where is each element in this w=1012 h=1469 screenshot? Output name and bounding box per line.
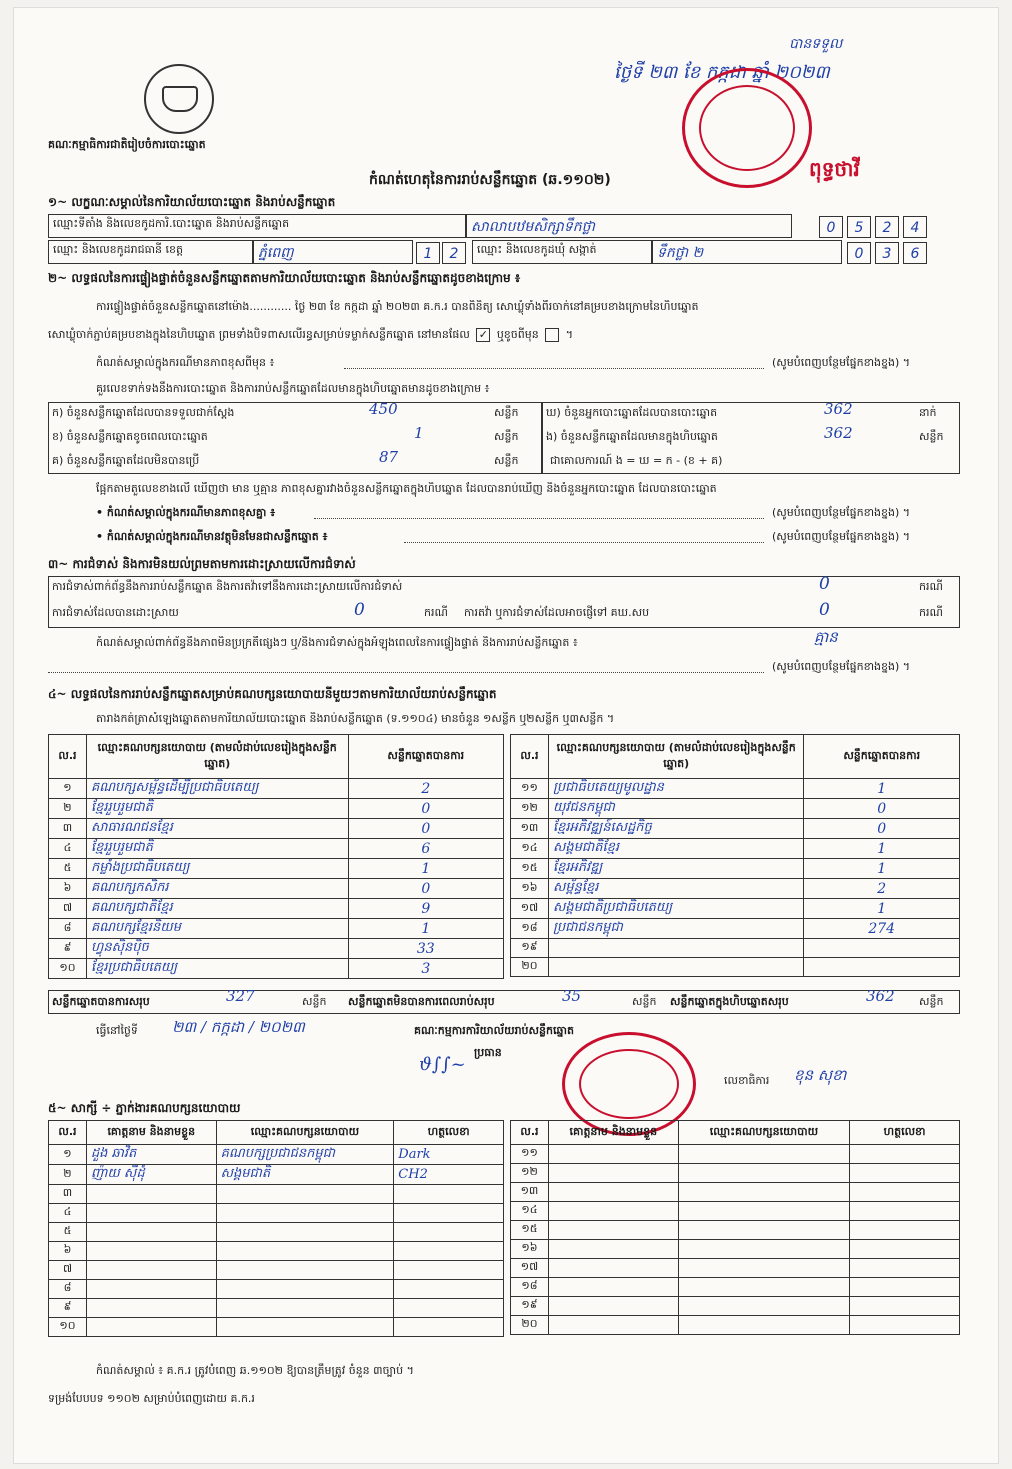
table-row: [511, 1145, 960, 1164]
commune-code-digit: 0: [847, 242, 871, 264]
table-row: [511, 1240, 960, 1259]
col-votes: សន្លឹកឆ្នោតបានការ: [348, 735, 503, 779]
province-code-digit: 2: [442, 242, 466, 264]
witness-party: [216, 1299, 394, 1318]
table-row: [49, 879, 504, 899]
row-no: ៤: [49, 1204, 87, 1223]
witness-party: [678, 1183, 850, 1202]
row-no: ១៦: [511, 1240, 549, 1259]
party-name: គណបក្សខ្មែរនិយម: [86, 919, 348, 939]
table-row: [511, 1297, 960, 1316]
table-row: [49, 899, 504, 919]
witness-signature: [394, 1261, 504, 1280]
vote-count: 0: [804, 799, 960, 819]
party-name: ប្រជាជនកម្ពុជា: [548, 919, 804, 939]
witness-name: [548, 1164, 678, 1183]
count-a-value: 450: [369, 400, 398, 418]
witness-signature: [394, 1299, 504, 1318]
witness-signature: [850, 1278, 960, 1297]
witness-name: [548, 1259, 678, 1278]
witness-party: [216, 1261, 394, 1280]
table-row: [49, 1318, 504, 1337]
row-no: ៣: [49, 1185, 87, 1204]
vote-count: 0: [348, 879, 503, 899]
party-name: គណបក្សជាតិខ្មែរ: [86, 899, 348, 919]
count-a-label: ក) ចំនួនសន្លឹកឆ្នោតដែលបានទទួលជាក់ស្តែង: [52, 406, 235, 419]
section2-note-label: កំណត់សម្គាល់ក្នុងករណីមានភាពខុសពីមុន ៖: [96, 356, 275, 369]
row-no: ១៣: [511, 819, 549, 839]
col-no: ល.រ: [511, 1121, 549, 1145]
section2-para1: ការផ្ទៀងផ្ទាត់ចំនួនសន្លឹកឆ្នោតនៅម៉ោង............ ថ្ងៃ ២៣ ខែ កក្កដា ឆ្នាំ ២០២៣ គ.ក.រ បានពិនិត្យ សោឃ្លុំទាំងពីរចាក់នៅគម្របខាងក្រោមនៃហិបឆ្នោត: [96, 300, 699, 313]
vote-count: [804, 939, 960, 958]
footer-note: កំណត់សម្គាល់ ៖ គ.ក.រ ត្រូវបំពេញ ឆ.១១០២ ឱ្យបានត្រឹមត្រូវ ចំនួន ៣ច្បាប់ ។: [96, 1364, 414, 1377]
row-no: ១: [49, 1145, 87, 1165]
witness-table-right: [510, 1120, 960, 1335]
party-name: សង្គមជាតិខ្មែរ: [548, 839, 804, 859]
location-code-digit: 0: [819, 216, 843, 238]
party-name: ហ្វុនស៊ិនប៉ិច: [86, 939, 348, 959]
table-row: [49, 1185, 504, 1204]
table-row: [49, 779, 504, 799]
row-no: ១៨: [511, 919, 549, 939]
case-unit: ករណី: [919, 606, 943, 619]
witness-name: [548, 1278, 678, 1297]
row-no: ៥: [49, 1223, 87, 1242]
col-sign: ហត្ថលេខា: [394, 1121, 504, 1145]
row-no: ១០: [49, 959, 87, 979]
witness-name: [548, 1316, 678, 1335]
table-row: [49, 919, 504, 939]
complaint-r2b-value: 0: [819, 600, 830, 620]
total-invalid-label: សន្លឹកឆ្នោតមិនបានការពេលរាប់សរុប: [348, 995, 495, 1008]
witness-name: [86, 1223, 216, 1242]
row-no: ៨: [49, 919, 87, 939]
irregularity-note: កំណត់សម្គាល់ពាក់ព័ន្ធនឹងភាពមិនប្រក្រតីផ្សេងៗ ឬ/និងការជំទាស់ក្នុងអំឡុងពេលនៃការផ្ទៀងផ្ទាត់ និងការរាប់សន្លឹកឆ្នោត ៖: [96, 636, 578, 649]
vote-count: 2: [348, 779, 503, 799]
unit-label: សន្លឹក: [919, 430, 944, 443]
col-name: គោត្តនាម និងនាមខ្លួន: [548, 1121, 678, 1145]
witness-signature: [850, 1164, 960, 1183]
unit-label: សន្លឹក: [919, 995, 944, 1008]
location-code-digit: 4: [903, 216, 927, 238]
vote-count: 0: [804, 819, 960, 839]
unit-label: សន្លឹក: [632, 995, 657, 1008]
witness-party: [678, 1278, 850, 1297]
row-no: ៩: [49, 939, 87, 959]
date-value: ២៣ / កក្កដា / ២០២៣: [172, 1018, 305, 1036]
witness-name: [548, 1202, 678, 1221]
witness-name: [86, 1242, 216, 1261]
province-code-digit: 1: [416, 242, 440, 264]
row-no: ៣: [49, 819, 87, 839]
row-no: ២: [49, 1165, 87, 1185]
col-no: ល.រ: [49, 1121, 87, 1145]
witness-signature: [394, 1318, 504, 1337]
unit-label: សន្លឹក: [494, 430, 519, 443]
vote-count: 1: [348, 859, 503, 879]
witness-signature: [850, 1183, 960, 1202]
results-table-right: [510, 734, 960, 977]
table-row: [511, 1221, 960, 1240]
irregularity-value: គ្មាន: [814, 628, 838, 646]
col-party: ឈ្មោះគណបក្សនយោបាយ (តាមលំដាប់លេខរៀងក្នុងសន្លឹកឆ្នោត): [86, 735, 348, 779]
witness-name: [548, 1145, 678, 1164]
vote-count: 33: [348, 939, 503, 959]
section4-intro: តារាងកត់ត្រាសំឡេងឆ្នោតតាមការិយាល័យបោះឆ្នោត និងរាប់សន្លឹកឆ្នោត (ទ.១១០៤) មានចំនួន ១សន្លឹក ឬ២សន្លឹក ឬ៣សន្លឹក ។: [96, 712, 615, 725]
party-name: ប្រជាធិបតេយ្យមូលដ្ឋាន: [548, 779, 804, 799]
row-no: ២០: [511, 1316, 549, 1335]
damaged-checkbox[interactable]: [545, 328, 559, 342]
chair-label: ប្រធាន: [474, 1046, 502, 1059]
nec-logo-icon: [144, 64, 214, 134]
witness-name: [86, 1280, 216, 1299]
vote-count: 3: [348, 959, 503, 979]
party-name: គណបក្សកសិករ: [86, 879, 348, 899]
table-row: [49, 1299, 504, 1318]
total-invalid-value: 35: [562, 987, 582, 1005]
received-label: បានទទួល: [789, 36, 843, 52]
discrepancy-line: ផ្អែកតាមតួលេខខាងលើ ឃើញថា មាន ឬគ្មាន ភាពខុសគ្នារវាងចំនួនសន្លឹកឆ្នោតក្នុងហិបឆ្នោត ដែលបានរាប់ឃើញ និងចំនួនអ្នកបោះឆ្នោត ដែលបានបោះឆ្នោត: [96, 482, 717, 495]
row-no: ១០: [49, 1318, 87, 1337]
witness-name: [86, 1299, 216, 1318]
date-label: ធ្វើនៅថ្ងៃទី: [96, 1024, 138, 1037]
row-no: ១៨: [511, 1278, 549, 1297]
table-row: [511, 1164, 960, 1183]
dotted-line: [344, 368, 764, 369]
witness-name: [86, 1318, 216, 1337]
col-no: ល.រ: [49, 735, 87, 779]
row-no: ២: [49, 799, 87, 819]
foreign-object-note: • កំណត់សម្គាល់ក្នុងករណីមានវត្ថុមិនមែនជាសន្លឹកឆ្នោត ៖: [96, 530, 328, 543]
damaged-label: ឬខូចពីមុន: [496, 328, 539, 341]
witness-party: [216, 1185, 394, 1204]
case-unit: ករណី: [424, 606, 448, 619]
table-row: [49, 1242, 504, 1261]
vote-count: 0: [348, 819, 503, 839]
vote-count: 2: [804, 879, 960, 899]
section2-title: ២~ លទ្ធផលនៃការផ្ទៀងផ្ទាត់ចំនួនសន្លឹកឆ្នោតតាមការិយាល័យបោះឆ្នោត និងរាប់សន្លឹកឆ្នោតដូចខាងក្រោម ៖: [48, 271, 521, 285]
section1-title: ១~ លក្ខណៈសម្គាល់នៃការិយាល័យបោះឆ្នោត និងរាប់សន្លឹកឆ្នោត: [48, 195, 336, 209]
row-no: ១២: [511, 1164, 549, 1183]
party-name: ខ្មែរប្រជាធិបតេយ្យ: [86, 959, 348, 979]
table-row: [49, 959, 504, 979]
witness-signature: [394, 1280, 504, 1299]
row-no: ១៥: [511, 859, 549, 879]
vote-count: [804, 958, 960, 977]
witness-signature: Dark: [394, 1145, 504, 1165]
witness-name: [548, 1297, 678, 1316]
table-row: [511, 1278, 960, 1297]
section5-title: ៥~ សាក្សី ÷ ភ្នាក់ងារគណបក្សនយោបាយ: [48, 1101, 241, 1115]
party-name: ខ្មែរអភិវឌ្ឍ: [548, 859, 804, 879]
commune-value: ទឹកថ្លា ២: [652, 240, 842, 264]
party-name: ខ្មែររួបរួមជាតិ: [86, 799, 348, 819]
table-row: [49, 819, 504, 839]
row-no: ១២: [511, 799, 549, 819]
party-name: [548, 939, 804, 958]
row-no: ១៦: [511, 879, 549, 899]
table-row: [511, 939, 960, 958]
row-no: ១៩: [511, 939, 549, 958]
witness-party: [678, 1297, 850, 1316]
total-valid-value: 327: [226, 987, 255, 1005]
row-no: ១៩: [511, 1297, 549, 1316]
witness-signature: [394, 1185, 504, 1204]
location-label: ឈ្មោះទីតាំង និងលេខកូដការិ.បោះឆ្នោត និងរាប់សន្លឹកឆ្នោត: [48, 214, 466, 238]
location-value: សាលាបឋមសិក្សាទឹកថ្លា: [466, 214, 792, 238]
received-note: ថ្ងៃទី ២៣ ខែ កក្កដា ឆ្នាំ ២០២៣: [614, 62, 830, 83]
table-row: [511, 1202, 960, 1221]
form-sheet: គណៈកម្មាធិការជាតិរៀបចំការបោះឆ្នោត កំណត់ហេតុនៃការរាប់សន្លឹកឆ្នោត (ឆ.១១០២) ថ្ងៃទី ២៣ ខែ កក្កដា ឆ្នាំ ២០២៣ បានទទួល ពុទ្ធថាវី ១~ លក្ខណៈសម្គាល់នៃការិយាល័យបោះឆ្នោត និងរាប់សន្លឹកឆ្នោត ឈ្មោះទីតាំង និងលេខកូដការិ.បោះឆ្នោត និងរាប់សន្លឹកឆ្នោត សាលាបឋមសិក្សាទឹកថ្លា 0 5 2 4 ឈ្មោះ និងលេខកូដរាជធានី ខេត្ត ភ្នំពេញ 1 2 ឈ្មោះ និងលេខកូដឃុំ សង្កាត់ ទឹកថ្លា ២ 0 3 6 ២~ លទ្ធផលនៃការផ្ទៀងផ្ទាត់ចំនួនសន្លឹកឆ្នោតតាមការិយាល័យបោះឆ្នោត និងរាប់សន្លឹកឆ្នោតដូចខាងក្រោម ៖ ការផ្ទៀងផ្ទាត់ចំនួនសន្លឹកឆ្នោតនៅម៉ោង............ ថ្ងៃ ២៣ ខែ កក្កដា ឆ្នាំ ២០២៣ គ.ក.រ បានពិនិត្យ សោឃ្លុំទាំងពីរចាក់នៅគម្របខាងក្រោមនៃហិបឆ្នោត សោឃ្លុំចាក់ភ្ជាប់គម្របខាងក្នុងនៃហិបឆ្នោត ព្រមទាំងបិទពាសលើរន្ធសម្រាប់ទម្លាក់សន្លឹកឆ្នោត នៅមានផែល ✓ ឬខូចពីមុន ។ កំណត់សម្គាល់ក្នុងករណីមានភាពខុសពីមុន ៖ (សូមបំពេញបន្ថែមផ្នែកខាងខ្នង) ។ គួរលេខទាក់ទងនឹងការបោះឆ្នោត និងការរាប់សន្លឹកឆ្នោតដែលមានក្នុងហិបឆ្នោតមានដូចខាងក្រោម ៖ ក) ចំនួនសន្លឹកឆ្នោតដែលបានទទួលជាក់ស្តែង 450 សន្លឹក ខ) ចំនួនសន្លឹកឆ្នោតខូចពេលបោះឆ្នោត 1 សន្លឹក គ) ចំនួនសន្លឹកឆ្នោតដែលមិនបានប្រើ 87 សន្លឹក ឃ) ចំនួនអ្នកបោះឆ្នោតដែលបានបោះឆ្នោត 362 នាក់ ង) ចំនួនសន្លឹកឆ្នោតដែលមានក្នុងហិបឆ្នោត 362 សន្លឹក ជាគោលការណ៍ ង = ឃ = ក - (ខ + គ) ផ្អែកតាមតួលេខខាងលើ ឃើញថា មាន ឬគ្មាន ភាពខុសគ្នារវាងចំនួនសន្លឹកឆ្នោតក្នុងហិបឆ្នោត ដែលបានរាប់ឃើញ និងចំនួនអ្នកបោះឆ្នោត ដែលបានបោះឆ្នោត • កំណត់សម្គាល់ក្នុងករណីមានភាពខុសគ្នា ៖ (សូមបំពេញបន្ថែមផ្នែកខាងខ្នង) ។ • កំណត់សម្គាល់ក្នុងករណីមានវត្ថុមិនមែនជាសន្លឹកឆ្នោត ៖ (សូមបំពេញបន្ថែមផ្នែកខាងខ្នង) ។ ៣~ ការជំទាស់ និងការមិនយល់ព្រមតាមការដោះស្រាយលើការជំទាស់ ការជំទាស់ពាក់ព័ន្ធនឹងការរាប់សន្លឹកឆ្នោត និងការតវ៉ាទៅនឹងការដោះស្រាយលើការជំទាស់ 0 ករណី ការជំទាស់ដែលបានដោះស្រាយ 0 ករណី ការតវ៉ា ឬការជំទាស់ដែលអាចផ្ញើទៅ គឃ.សប 0 ករណី កំណត់សម្គាល់ពាក់ព័ន្ធនឹងភាពមិនប្រក្រតីផ្សេងៗ ឬ/និងការជំទាស់ក្នុងអំឡុងពេលនៃការផ្ទៀងផ្ទាត់ និងការរាប់សន្លឹកឆ្នោត ៖ គ្មាន (សូមបំពេញបន្ថែមផ្នែកខាងខ្នង) ។ ៤~ លទ្ធផលនៃការរាប់សន្លឹកឆ្នោតសម្រាប់គណបក្សនយោបាយនីមួយៗតាមការិយាល័យរាប់សន្លឹកឆ្នោត តារាងកត់ត្រាសំឡេងឆ្នោតតាមការិយាល័យបោះឆ្នោត និងរាប់សន្លឹកឆ្នោត (ទ.១១០៤) មានចំនួន ១សន្លឹក ឬ២សន្លឹក ឬ៣សន្លឹក ។ ល.រ ឈ្មោះគណបក្សនយោបាយ (តាមលំដាប់លេខរៀងក្នុងសន្លឹកឆ្នោត) សន្លឹកឆ្នោតបានការ ១ គណបក្សសម្ព័ន្ធដើម្បីប្រជាធិបតេយ្យ 2 ២ ខ្មែររួបរួមជាតិ 0 ៣ សាធារណជនខ្មែរ 0 ៤ ខ្មែររួបរួមជាតិ 6 ៥ កម្លាំងប្រជាធិបតេយ្យ 1 ៦ គណបក្សកសិករ 0 ៧ គណបក្សជាតិខ្មែរ 9 ៨ គណបក្សខ្មែរនិយម 1 ៩ ហ្វុនស៊ិនប៉ិច 33 ១០ ខ្មែរប្រជាធិបតេយ្យ 3 ល.រ ឈ្មោះគណបក្សនយោបាយ (តាមលំដាប់លេខរៀងក្នុងសន្លឹកឆ្នោត) សន្លឹកឆ្នោតបានការ ១១ ប្រជាធិបតេយ្យមូលដ្ឋាន 1 ១២ យុវជនកម្ពុជា 0 ១៣ ខ្មែរអភិវឌ្ឍន៍សេដ្ឋកិច្ច 0 ១៤ សង្គមជាតិខ្មែរ 1 ១៥ ខ្មែរអភិវឌ្ឍ 1 ១៦ សម្ព័ន្ធខ្មែរ 2 ១៧ សង្គមជាតិប្រជាធិបតេយ្យ 1 ១៨ ប្រជាជនកម្ពុជា 274 ១៩ ២០ សន្លឹកឆ្នោតបានការសរុប 327 សន្លឹក សន្លឹកឆ្នោតមិនបានការពេលរាប់សរុប 35 សន្លឹក សន្លឹកឆ្នោតក្នុងហិបឆ្នោតសរុប 362 សន្លឹក ធ្វើនៅថ្ងៃទី ២៣ / កក្កដា / ២០២៣ គណៈកម្មការការិយាល័យរាប់សន្លឹកឆ្នោត ប្រធាន ϑ∫∫~ លេខាធិការ ខុន សុខា ៥~ សាក្សី ÷ ភ្នាក់ងារគណបក្សនយោបាយ ល.រ គោត្តនាម និងនាមខ្លួន ឈ្មោះគណបក្សនយោបាយ ហត្ថលេខា ១ ដួង ឆាវិត គណបក្សប្រជាជនកម្ពុជា Dark ២ ញ៉ាយ ស៊ីដុំ សង្គមជាតិ CH2 ៣ ៤ ៥ ៦ ៧ ៨ ៩ ១០ ល.រ គោត្តនាម និងនាមខ្លួន ឈ្មោះគណបក្សនយោបាយ ហត្ថលេខា ១១ ១២ ១៣ ១៤ ១៥ ១៦ ១៧ ១៨ ១៩ ២០ កំណត់សម្គាល់ ៖ គ.ក.រ ត្រូវបំពេញ ឆ.១១០២ ឱ្យបានត្រឹមត្រូវ ចំនួន ៣ច្បាប់ ។ ទម្រង់បែបបទ ១១០២ សម្រាប់បំពេញដោយ គ.ក.រ: [14, 8, 998, 1463]
location-code-digit: 5: [847, 216, 871, 238]
party-name: យុវជនកម្ពុជា: [548, 799, 804, 819]
vote-count: 1: [804, 859, 960, 879]
vote-count: 0: [348, 799, 503, 819]
table-row: [511, 879, 960, 899]
witness-signature: [850, 1259, 960, 1278]
table-row: [49, 1223, 504, 1242]
row-no: ១១: [511, 1145, 549, 1164]
witness-party: [678, 1240, 850, 1259]
table-row: [511, 1183, 960, 1202]
complaint-r1-label: ការជំទាស់ពាក់ព័ន្ធនឹងការរាប់សន្លឹកឆ្នោត និងការតវ៉ាទៅនឹងការដោះស្រាយលើការជំទាស់: [52, 580, 403, 593]
party-name: សង្គមជាតិប្រជាធិបតេយ្យ: [548, 899, 804, 919]
col-party: ឈ្មោះគណបក្សនយោបាយ: [678, 1121, 850, 1145]
table-row: [511, 899, 960, 919]
table-row: [511, 799, 960, 819]
complaint-r1-value: 0: [819, 574, 830, 594]
party-name: សាធារណជនខ្មែរ: [86, 819, 348, 839]
table-row: [49, 1145, 504, 1165]
witness-party: [678, 1221, 850, 1240]
table-row: [511, 958, 960, 977]
col-party: ឈ្មោះគណបក្សនយោបាយ: [216, 1121, 394, 1145]
witness-signature: [850, 1297, 960, 1316]
witness-signature: [850, 1202, 960, 1221]
count-c-label: គ) ចំនួនសន្លឹកឆ្នោតដែលមិនបានប្រើ: [52, 454, 200, 467]
form-title: កំណត់ហេតុនៃការរាប់សន្លឹកឆ្នោត (ឆ.១១០២): [369, 172, 611, 188]
chair-signature: ϑ∫∫~: [419, 1054, 466, 1075]
secretary-name: ខុន សុខា: [794, 1066, 847, 1084]
total-valid-label: សន្លឹកឆ្នោតបានការសរុប: [52, 995, 150, 1008]
witness-signature: [394, 1242, 504, 1261]
witness-party: [678, 1164, 850, 1183]
witness-signature: [850, 1240, 960, 1259]
witness-party: [678, 1316, 850, 1335]
witness-party: [678, 1259, 850, 1278]
witness-signature: [394, 1223, 504, 1242]
unit-label: សន្លឹក: [494, 454, 519, 467]
row-no: ៦: [49, 879, 87, 899]
party-name: ខ្មែរអភិវឌ្ឍន៍សេដ្ឋកិច្ច: [548, 819, 804, 839]
row-no: ៥: [49, 859, 87, 879]
witness-name: ញ៉ាយ ស៊ីដុំ: [86, 1165, 216, 1185]
row-no: ៧: [49, 1261, 87, 1280]
vote-count: 1: [804, 899, 960, 919]
total-box-label: សន្លឹកឆ្នោតក្នុងហិបឆ្នោតសរុប: [670, 995, 789, 1008]
row-no: ១៧: [511, 1259, 549, 1278]
total-box-value: 362: [866, 987, 895, 1005]
vote-count: 1: [804, 839, 960, 859]
witness-name: [548, 1221, 678, 1240]
province-label: ឈ្មោះ និងលេខកូដរាជធានី ខេត្ត: [48, 240, 253, 264]
vote-count: 9: [348, 899, 503, 919]
witness-name: ដួង ឆាវិត: [86, 1145, 216, 1165]
count-e-value: 362: [824, 424, 853, 442]
witness-signature: [394, 1204, 504, 1223]
party-name: គណបក្សសម្ព័ន្ធដើម្បីប្រជាធិបតេយ្យ: [86, 779, 348, 799]
count-e-label: ង) ចំនួនសន្លឹកឆ្នោតដែលមានក្នុងហិបឆ្នោត: [546, 430, 718, 443]
col-sign: ហត្ថលេខា: [850, 1121, 960, 1145]
table-row: [49, 1204, 504, 1223]
secretary-label: លេខាធិការ: [724, 1074, 770, 1087]
party-name: [548, 958, 804, 977]
section2-para2: សោឃ្លុំចាក់ភ្ជាប់គម្របខាងក្នុងនៃហិបឆ្នោត ព្រមទាំងបិទពាសលើរន្ធសម្រាប់ទម្លាក់សន្លឹកឆ្នោត នៅមានផែល: [48, 328, 470, 341]
row-no: ១៤: [511, 1202, 549, 1221]
row-no: ១៣: [511, 1183, 549, 1202]
table-row: [511, 779, 960, 799]
row-no: ៨: [49, 1280, 87, 1299]
witness-party: [216, 1318, 394, 1337]
witness-party: [678, 1145, 850, 1164]
complaint-r2-value: 0: [354, 600, 365, 620]
unit-label: សន្លឹក: [302, 995, 327, 1008]
complaint-r2-label: ការជំទាស់ដែលបានដោះស្រាយ: [52, 606, 179, 619]
province-value: ភ្នំពេញ: [253, 240, 413, 264]
results-table-left: [48, 734, 504, 979]
complaint-r2b-label: ការតវ៉ា ឬការជំទាស់ដែលអាចផ្ញើទៅ គឃ.សប: [464, 606, 650, 619]
col-votes: សន្លឹកឆ្នោតបានការ: [804, 735, 960, 779]
table-row: [49, 939, 504, 959]
witness-party: សង្គមជាតិ: [216, 1165, 394, 1185]
witness-signature: [850, 1316, 960, 1335]
table-row: [511, 859, 960, 879]
official-stamp: [682, 68, 812, 188]
witness-signature: [850, 1221, 960, 1240]
witness-name: [86, 1261, 216, 1280]
commune-label: ឈ្មោះ និងលេខកូដឃុំ សង្កាត់: [472, 240, 652, 264]
count-d-label: ឃ) ចំនួនអ្នកបោះឆ្នោតដែលបានបោះឆ្នោត: [546, 406, 718, 419]
row-no: ២០: [511, 958, 549, 977]
case-unit: ករណី: [919, 580, 943, 593]
table-row: [49, 1280, 504, 1299]
table-row: [49, 1165, 504, 1185]
table-row: [49, 859, 504, 879]
unit-label: សន្លឹក: [494, 406, 519, 419]
witness-party: [216, 1242, 394, 1261]
section2-note-hint: (សូមបំពេញបន្ថែមផ្នែកខាងខ្នង) ។: [772, 356, 911, 369]
dotted-line: [314, 518, 764, 519]
witness-signature: [850, 1145, 960, 1164]
section2-intro: គួរលេខទាក់ទងនឹងការបោះឆ្នោត និងការរាប់សន្លឹកឆ្នោតដែលមានក្នុងហិបឆ្នោតមានដូចខាងក្រោម ៖: [96, 382, 490, 395]
witness-table-left: [48, 1120, 504, 1337]
table-row: [511, 1316, 960, 1335]
table-row: [49, 1261, 504, 1280]
witness-signature: CH2: [394, 1165, 504, 1185]
witness-name: [548, 1183, 678, 1202]
table-row: [511, 839, 960, 859]
discrepancy-note: • កំណត់សម្គាល់ក្នុងករណីមានភាពខុសគ្នា ៖: [96, 506, 276, 519]
totals-box: [48, 990, 960, 1014]
row-no: ១: [49, 779, 87, 799]
note-hint: (សូមបំពេញបន្ថែមផ្នែកខាងខ្នង) ។: [772, 506, 911, 519]
row-no: ១៧: [511, 899, 549, 919]
witness-party: [216, 1223, 394, 1242]
count-b-label: ខ) ចំនួនសន្លឹកឆ្នោតខូចពេលបោះឆ្នោត: [52, 430, 208, 443]
witness-party: គណបក្សប្រជាជនកម្ពុជា: [216, 1145, 394, 1165]
table-row: [511, 919, 960, 939]
dotted-line: [404, 542, 764, 543]
location-code-digit: 2: [875, 216, 899, 238]
footer-small: ទម្រង់បែបបទ ១១០២ សម្រាប់បំពេញដោយ គ.ក.រ: [48, 1392, 255, 1405]
witness-name: [86, 1185, 216, 1204]
row-no: ៧: [49, 899, 87, 919]
formula: ជាគោលការណ៍ ង = ឃ = ក - (ខ + គ): [550, 454, 723, 467]
committee-label: គណៈកម្មការការិយាល័យរាប់សន្លឹកឆ្នោត: [414, 1024, 574, 1037]
row-no: ៦: [49, 1242, 87, 1261]
stamp-text: ពុទ្ធថាវី: [809, 157, 860, 181]
col-name: គោត្តនាម និងនាមខ្លួន: [86, 1121, 216, 1145]
row-no: ៤: [49, 839, 87, 859]
table-row: [511, 1259, 960, 1278]
count-b-value: 1: [414, 424, 424, 442]
count-c-value: 87: [379, 448, 399, 466]
party-name: កម្លាំងប្រជាធិបតេយ្យ: [86, 859, 348, 879]
dotted-line: [48, 672, 764, 673]
table-row: [511, 819, 960, 839]
intact-checkbox[interactable]: ✓: [476, 328, 490, 342]
row-no: ១៤: [511, 839, 549, 859]
witness-name: [86, 1204, 216, 1223]
vote-count: 1: [348, 919, 503, 939]
party-name: សម្ព័ន្ធខ្មែរ: [548, 879, 804, 899]
section4-title: ៤~ លទ្ធផលនៃការរាប់សន្លឹកឆ្នោតសម្រាប់គណបក្សនយោបាយនីមួយៗតាមការិយាល័យរាប់សន្លឹកឆ្នោត: [48, 687, 497, 701]
section3-title: ៣~ ការជំទាស់ និងការមិនយល់ព្រមតាមការដោះស្រាយលើការជំទាស់: [48, 557, 356, 571]
col-party: ឈ្មោះគណបក្សនយោបាយ (តាមលំដាប់លេខរៀងក្នុងសន្លឹកឆ្នោត): [548, 735, 804, 779]
commune-code-digit: 3: [875, 242, 899, 264]
vote-count: 6: [348, 839, 503, 859]
vote-count: 1: [804, 779, 960, 799]
row-no: ៩: [49, 1299, 87, 1318]
table-row: [49, 799, 504, 819]
vote-count: 274: [804, 919, 960, 939]
table-row: [49, 839, 504, 859]
note-hint: (សូមបំពេញបន្ថែមផ្នែកខាងខ្នង) ។: [772, 530, 911, 543]
party-name: ខ្មែររួបរួមជាតិ: [86, 839, 348, 859]
witness-party: [216, 1204, 394, 1223]
row-no: ១១: [511, 779, 549, 799]
voters-unit: នាក់: [919, 406, 937, 419]
note-hint: (សូមបំពេញបន្ថែមផ្នែកខាងខ្នង) ។: [772, 660, 911, 673]
count-d-value: 362: [824, 400, 853, 418]
row-no: ១៥: [511, 1221, 549, 1240]
commune-code-digit: 6: [903, 242, 927, 264]
witness-party: [678, 1202, 850, 1221]
nec-name: គណៈកម្មាធិការជាតិរៀបចំការបោះឆ្នោត: [48, 138, 206, 151]
witness-party: [216, 1280, 394, 1299]
witness-name: [548, 1240, 678, 1259]
col-no: ល.រ: [511, 735, 549, 779]
